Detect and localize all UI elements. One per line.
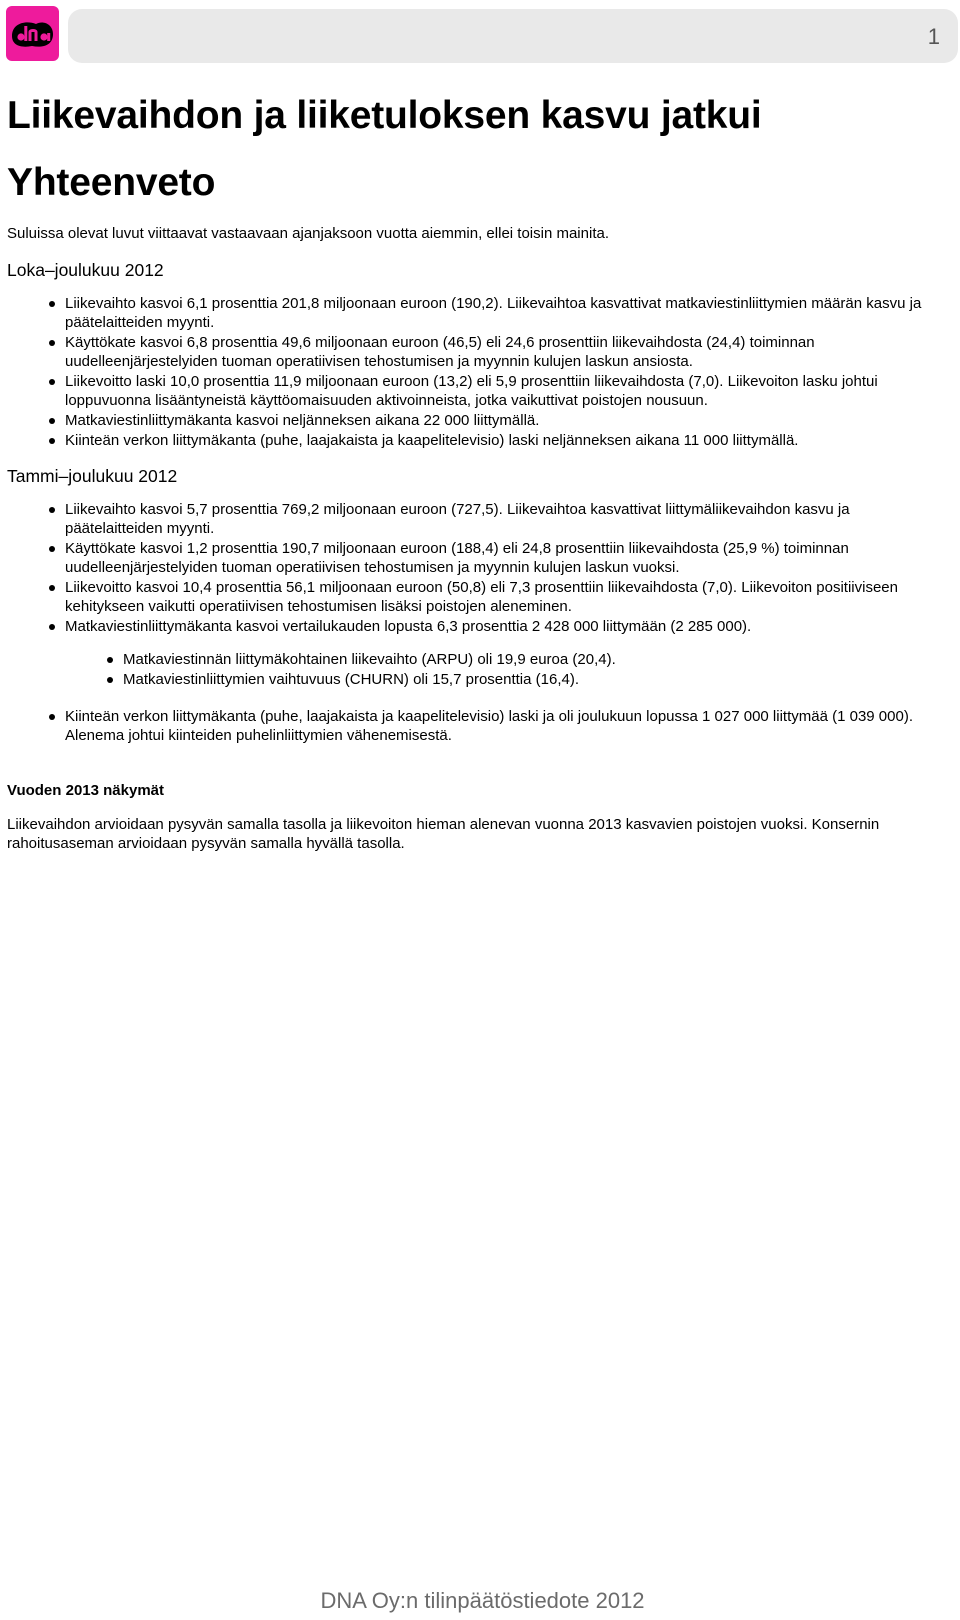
list-item: Liikevaihto kasvoi 6,1 prosenttia 201,8 miljoonaan euroon (190,2). Liikevaihtoa kasvattivat matkaviestinliittymien määrän kasvu ja päätelaitteiden myynti.	[65, 294, 947, 332]
page-number: 1	[927, 24, 940, 49]
page-footer: DNA Oy:n tilinpäätöstiedote 2012	[320, 1588, 645, 1613]
fy-heading: Tammi–joulukuu 2012	[7, 466, 178, 486]
intro-note: Suluissa olevat luvut viittaavat vastaavaan ajanjaksoon vuotta aiemmin, ellei toisin mainita.	[7, 225, 609, 242]
list-item: Liikevoitto laski 10,0 prosenttia 11,9 miljoonaan euroon (13,2) eli 5,9 prosenttiin liikevaihdosta (7,0). Liikevoiton lasku johtui loppuvuonna lisääntyneistä käyttöomaisuuden aktivoinneista, jotka vaikuttivat poistojen nousuun.	[65, 372, 947, 410]
page-title: Liikevaihdon ja liiketuloksen kasvu jatkui	[7, 94, 762, 137]
list-item: Matkaviestinliittymäkanta kasvoi neljänneksen aikana 22 000 liittymällä.	[65, 411, 947, 430]
section-title-summary: Yhteenveto	[7, 161, 216, 204]
list-item: Matkaviestinliittymäkanta kasvoi vertailukauden lopusta 6,3 prosenttia 2 428 000 liittymään (2 285 000).	[65, 617, 947, 636]
list-item: Liikevoitto kasvoi 10,4 prosenttia 56,1 miljoonaan euroon (50,8) eli 7,3 prosenttiin liikevaihdosta (7,0). Liikevoiton positiiviseen kehitykseen vaikutti operatiivisen tehostumisen lisäksi poistojen aleneminen.	[65, 578, 947, 616]
dna-logo-mark-icon	[6, 6, 59, 61]
outlook-text: Liikevaihdon arvioidaan pysyvän samalla tasolla ja liikevoiton hieman alenevan vuonna 2013 kasvavien poistojen vuoksi. Konsernin rahoitusaseman arvioidaan pysyvän samalla hyvällä tasolla.	[7, 816, 880, 852]
list-item: Matkaviestinnän liittymäkohtainen liikevaihto (ARPU) oli 19,9 euroa (20,4).	[123, 650, 947, 669]
list-item: Kiinteän verkon liittymäkanta (puhe, laajakaista ja kaapelitelevisio) laski ja oli joulukuun lopussa 1 027 000 liittymää (1 039 000). Alenema johtui kiinteiden puhelinliittymien vähenemisestä.	[65, 707, 947, 745]
list-item: Kiinteän verkon liittymäkanta (puhe, laajakaista ja kaapelitelevisio) laski neljänneksen aikana 11 000 liittymällä.	[65, 431, 947, 450]
fy-bullet-list-continued	[65, 707, 947, 745]
list-item: Käyttökate kasvoi 1,2 prosenttia 190,7 miljoonaan euroon (188,4) eli 24,8 prosenttiin liikevaihdosta (25,9 %) toiminnan uudelleenjärjestelyiden tuoman operatiivisen tehostumisen ja myynnin kulujen laskun vuoksi.	[65, 539, 947, 577]
list-item: Matkaviestinliittymien vaihtuvuus (CHURN) oli 15,7 prosenttia (16,4).	[123, 670, 947, 689]
outlook-heading: Vuoden 2013 näkymät	[7, 782, 165, 799]
list-item: Käyttökate kasvoi 6,8 prosenttia 49,6 miljoonaan euroon (46,5) eli 24,6 prosenttiin liikevaihdosta (24,4) toiminnan uudelleenjärjestelyiden tuoman operatiivisen tehostumisen ja myynnin kulujen laskun ansiosta.	[65, 333, 947, 371]
fy-sub-bullet-list	[123, 650, 947, 689]
q4-bullet-list	[65, 294, 947, 450]
header-bar	[68, 9, 958, 63]
dna-logo	[6, 6, 59, 61]
list-item: Liikevaihto kasvoi 5,7 prosenttia 769,2 miljoonaan euroon (727,5). Liikevaihtoa kasvattivat liittymäliikevaihdon kasvu ja päätelaitteiden myynti.	[65, 500, 947, 538]
document-body	[7, 96, 947, 853]
q4-heading: Loka–joulukuu 2012	[7, 260, 164, 280]
fy-bullet-list	[65, 500, 947, 636]
